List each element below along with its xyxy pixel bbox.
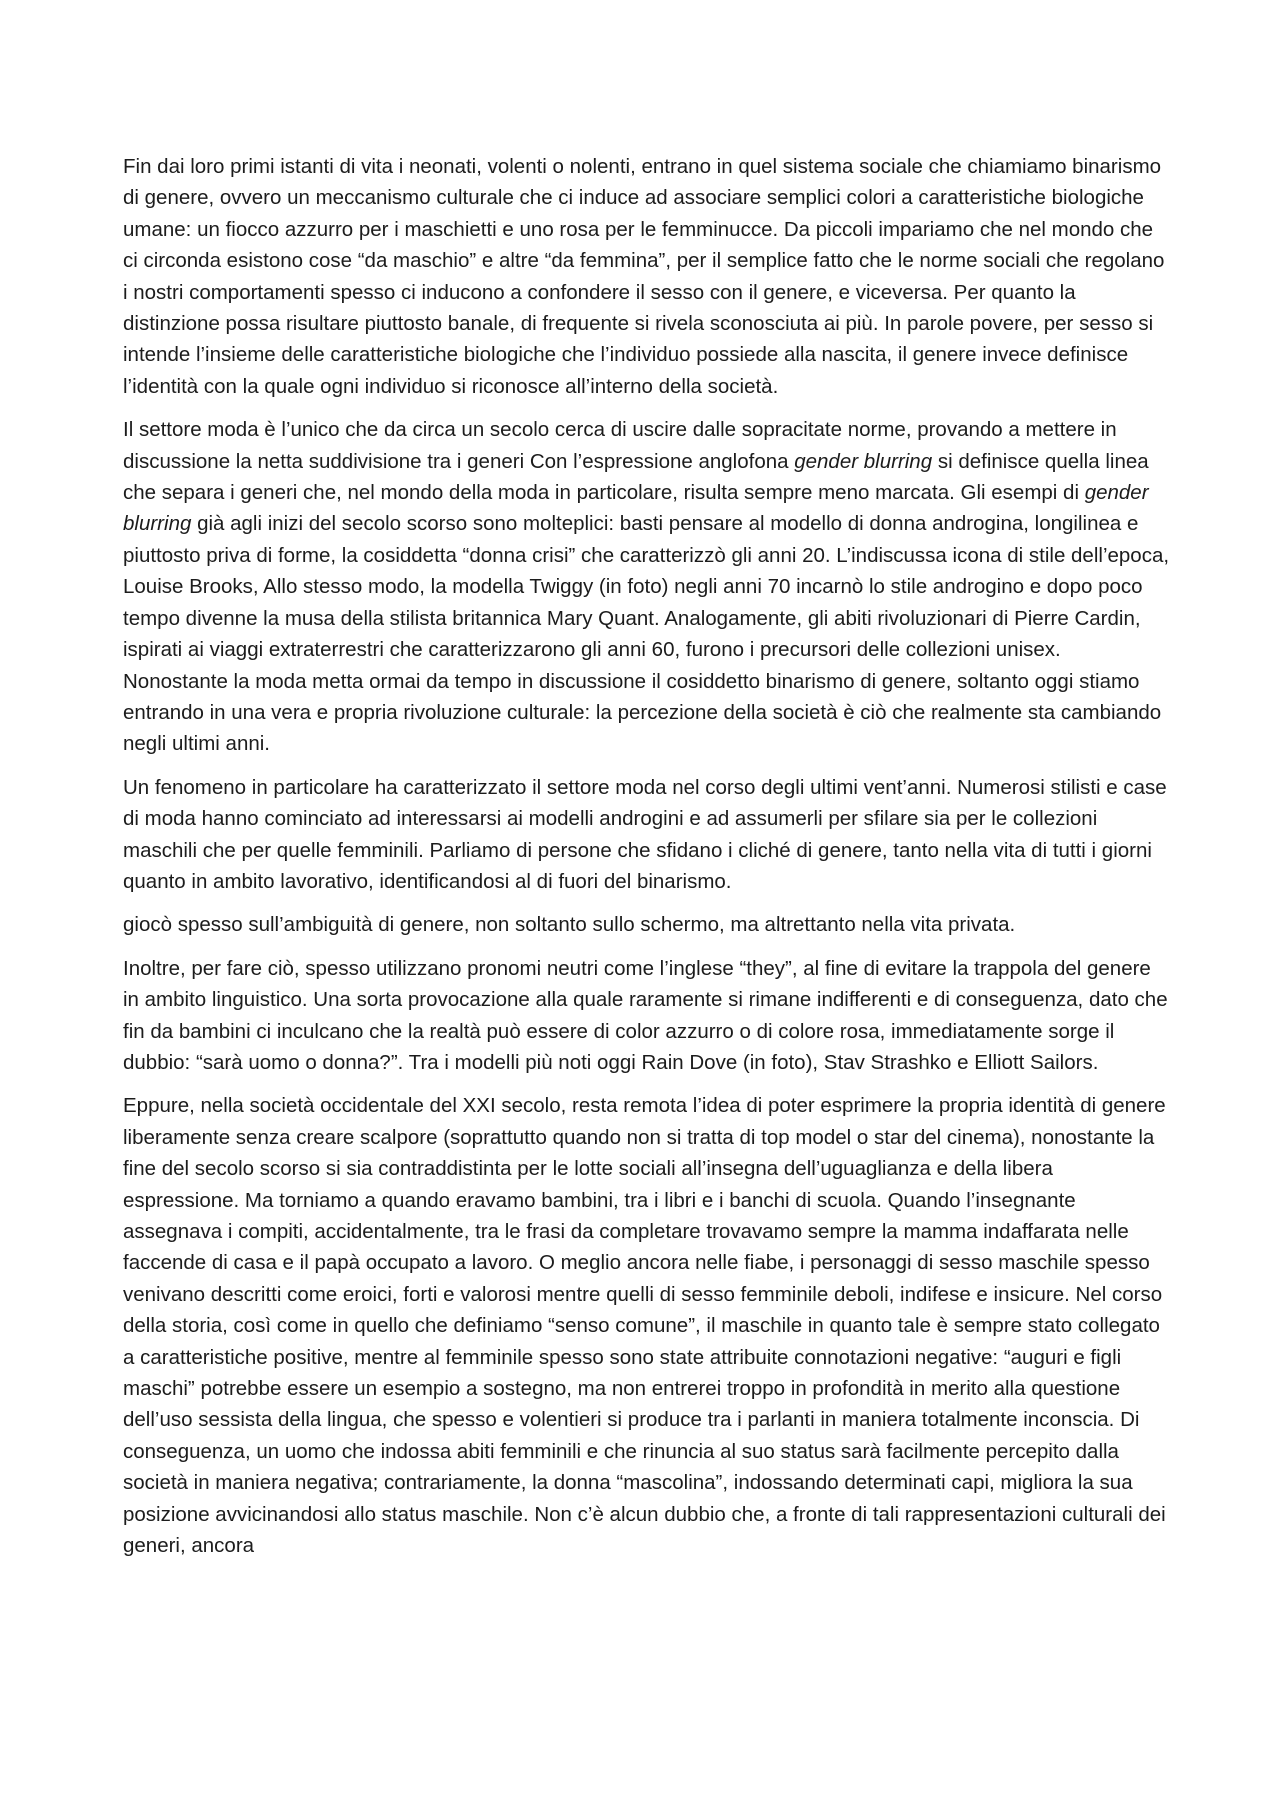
document-page — [123, 151, 1170, 1573]
paragraph-settore-moda — [123, 414, 1170, 759]
paragraph-text: già agli inizi del secolo scorso sono molteplici: basti pensare al modello di donna androgina, longilinea e piuttosto priva di forme, la cosiddetta “donna crisi” che caratterizzò gli anni 20. L’indiscussa icona di stile dell’epoca, Louise Brooks, Allo stesso modo, la modella Twiggy (in foto) negli anni 70 incarnò lo stile androgino e dopo poco tempo divenne la musa della stilista britannica Mary Quant. Analogamente, gli abiti rivoluzionari di Pierre Cardin, ispirati ai viaggi extraterrestri che caratterizzarono gli anni 60, furono i precursori delle collezioni unisex. Nonostante la moda metta ormai da tempo in discussione il cosiddetto binarismo di genere, soltanto oggi stiamo entrando in una vera e propria rivoluzione culturale: la percezione della società è ciò che realmente sta cambiando negli ultimi anni. — [123, 512, 1170, 756]
paragraph-text: giocò spesso sull’ambiguità di genere, non soltanto sullo schermo, ma altrettanto nella vita privata. — [123, 913, 1016, 937]
paragraph-societa-occidentale — [123, 1090, 1170, 1561]
paragraph-ambiguita — [123, 909, 1170, 940]
paragraph-text: si definisce quella linea che separa i generi che, nel mondo della moda in particolare, risulta sempre meno marcata. Gli esempi di — [123, 449, 1149, 505]
paragraph-text: Fin dai loro primi istanti di vita i neonati, volenti o nolenti, entrano in quel sistema sociale che chiamiamo binarismo di genere, ovvero un meccanismo culturale che ci induce ad associare semplici colori a caratteristiche biologiche umane: un fiocco azzurro per i maschietti e uno rosa per le femminucce. Da piccoli impariamo che nel mondo che ci circonda esistono cose “da maschio” e altre “da femmina”, per il semplice fatto che le norme sociali che regolano i nostri comportamenti spesso ci inducono a confondere il sesso con il genere, e viceversa. Per quanto la distinzione possa risultare piuttosto banale, di frequente si rivela sconosciuta ai più. In parole povere, per sesso si intende l’insieme delle caratteristiche biologiche che l’individuo possiede alla nascita, il genere invece definisce l’identità con la quale ogni individuo si riconosce all’interno della società. — [123, 155, 1165, 398]
paragraph-text: Il settore moda è l’unico che da circa un secolo cerca di uscire dalle sopracitate norme, provando a mettere in discussione la netta suddivisione tra i generi Con l’espressione anglofona — [123, 418, 1117, 473]
italic-term: gender blurring — [123, 481, 1149, 536]
paragraph-text: Inoltre, per fare ciò, spesso utilizzano pronomi neutri come l’inglese “they”, al fine di evitare la trappola del genere in ambito linguistico. Una sorta provocazione alla quale raramente si rimane indifferenti e di conseguenza, dato che fin da bambini ci inculcano che la realtà può essere di color azzurro o di colore rosa, immediatamente sorge il dubbio: “sarà uomo o donna?”. Tra i modelli più noti oggi Rain Dove (in foto), Stav Strashko e Elliott Sailors. — [123, 956, 1168, 1074]
paragraph-fenomeno — [123, 772, 1170, 898]
paragraph-pronomi — [123, 953, 1170, 1079]
paragraph-binarismo — [123, 151, 1170, 402]
paragraph-text: Eppure, nella società occidentale del XXI secolo, resta remota l’idea di poter esprimere la propria identità di genere liberamente senza creare scalpore (soprattutto quando non si tratta di top model o star del cinema), nonostante la fine del secolo scorso si sia contraddistinta per le lotte sociali all’insegna dell’uguaglianza e della libera espressione. Ma torniamo a quando eravamo bambini, tra i libri e i banchi di scuola. Quando l’insegnante assegnava i compiti, accidentalmente, tra le frasi da completare trovavamo sempre la mamma indaffarata nelle faccende di casa e il papà occupato a lavoro. O meglio ancora nelle fiabe, i personaggi di sesso maschile spesso venivano descritti come eroici, forti e valorosi mentre quelli di sesso femminile deboli, indifese e insicure. Nel corso della storia, così come in quello che definiamo “senso comune”, il maschile in quanto tale è sempre stato collegato a caratteristiche positive, mentre al femminile spesso sono state attribuite connotazioni negative: “auguri e figli maschi” potrebbe essere un esempio a sostegno, ma non entrerei troppo in profondità in merito alla questione dell’uso sessista della lingua, che spesso e volentieri si produce tra i parlanti in maniera totalmente inconscia. Di conseguenza, un uomo che indossa abiti femminili e che rinuncia al suo status sarà facilmente percepito dalla società in maniera negativa; contrariamente, la donna “mascolina”, indossando determinati capi, migliora la sua posizione avvicinandosi allo status maschile. Non c’è alcun dubbio che, a fronte di tali rappresentazioni culturali dei generi, ancora — [123, 1094, 1166, 1558]
italic-term: gender blurring — [794, 449, 933, 473]
paragraph-text: Un fenomeno in particolare ha caratterizzato il settore moda nel corso degli ultimi vent’anni. Numerosi stilisti e case di moda hanno cominciato ad interessarsi ai modelli androgini e ad assumerli per sfilare sia per le collezioni maschili che per quelle femminili. Parliamo di persone che sfidano i cliché di genere, tanto nella vita di tutti i giorni quanto in ambito lavorativo, identificandosi al di fuori del binarismo. — [123, 775, 1167, 893]
